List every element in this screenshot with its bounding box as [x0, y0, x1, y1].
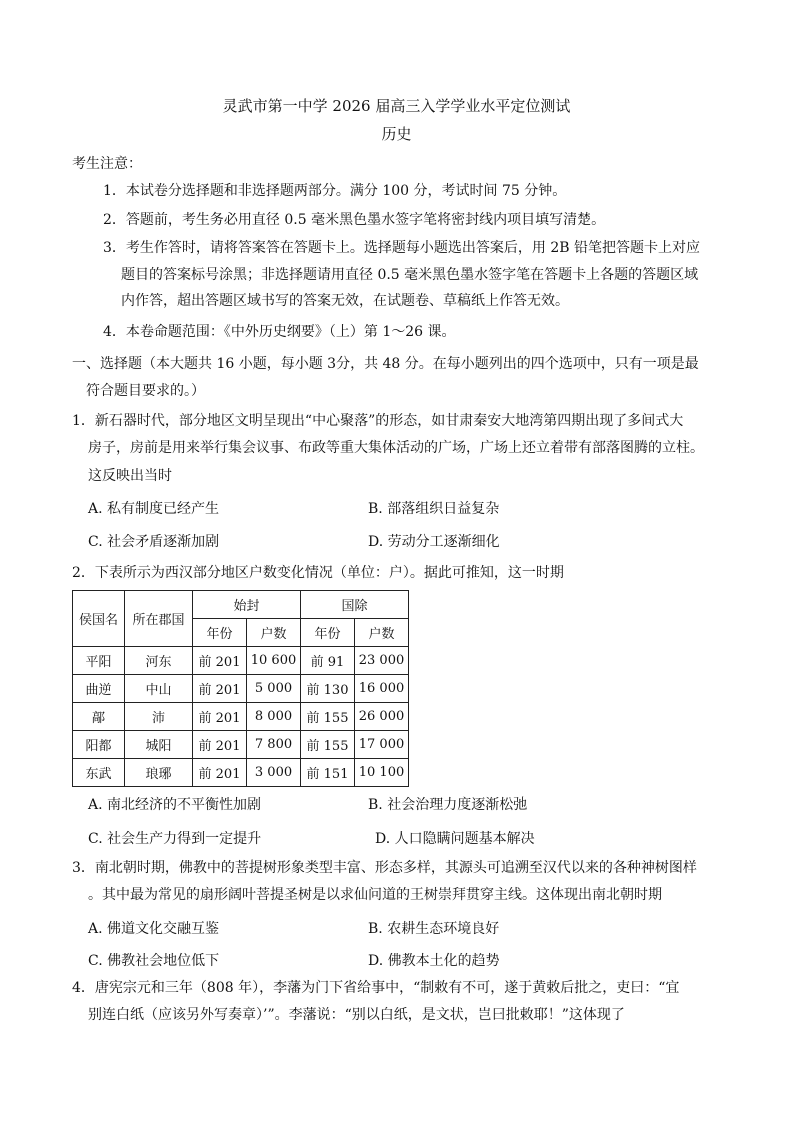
table-row [73, 731, 409, 759]
q1-line-1: 1．新石器时代，部分地区文明呈现出“中心聚落”的形态，如甘肃秦安大地湾第四期出现了多间式大 [72, 413, 684, 429]
exam-title: 灵武市第一中学 2026 届高三入学学业水平定位测试 [222, 97, 571, 115]
subject-title: 历史 [381, 125, 412, 143]
q3-option-c: C. 佛教社会地位低下 [88, 953, 220, 969]
q2-line-1: 2．下表所示为西汉部分地区户数变化情况（单位：户）。据此可推知，这一时期 [72, 565, 564, 581]
section-heading: 一、选择题（本大题共 16 小题，每小题 3分，共 48 分。在每小题列出的四个选项中，只有一项是最 [72, 356, 699, 372]
q2-option-c: C. 社会生产力得到一定提升 [88, 831, 262, 847]
notice-label: 考生注意： [72, 156, 142, 172]
table-cell: 前 201 [193, 647, 247, 675]
table-cell: 东武 [73, 759, 125, 787]
table-subheader-households: 户数 [355, 619, 409, 647]
table-cell: 17 000 [355, 731, 409, 759]
q4-line-2: 别连白纸（应该另外写奏章）’”。李藩说：“别以白纸，是文状，岂曰批敕耶！”这体现了 [88, 1007, 625, 1023]
table-subheader-year: 年份 [193, 619, 247, 647]
table-cell: 城阳 [125, 731, 193, 759]
table-cell: 琅琊 [125, 759, 193, 787]
table-cell: 阳都 [73, 731, 125, 759]
q2-option-b: B. 社会治理力度逐渐松弛 [368, 797, 528, 813]
table-cell: 前 201 [193, 703, 247, 731]
table-cell: 前 155 [301, 731, 355, 759]
q1-option-d: D. 劳动分工逐渐细化 [368, 534, 500, 550]
table-row [73, 703, 409, 731]
table-subheader-year: 年份 [301, 619, 355, 647]
table-cell: 平阳 [73, 647, 125, 675]
table-cell: 26 000 [355, 703, 409, 731]
q1-line-3: 这反映出当时 [88, 468, 172, 484]
q1-option-a: A. 私有制度已经产生 [88, 501, 220, 517]
notice-item-3-cont-1: 题目的答案标号涂黑；非选择题请用直径 0.5 毫米黑色墨水签字笔在答题卡上各题的答题区域 [121, 267, 699, 283]
q3-line-1: 3．南北朝时期，佛教中的菩提树形象类型丰富、形态多样，其源头可追溯至汉代以来的各种神树图样 [72, 860, 697, 876]
table-header-commandery: 所在郡国 [125, 591, 193, 647]
table-header-abolished: 国除 [301, 591, 409, 619]
table-cell: 10 100 [355, 759, 409, 787]
household-table [72, 590, 409, 787]
table-cell: 河东 [125, 647, 193, 675]
table-cell: 前 201 [193, 759, 247, 787]
notice-item-1: 1．本试卷分选择题和非选择题两部分。满分 100 分，考试时间 75 分钟。 [103, 183, 567, 199]
table-cell: 前 201 [193, 675, 247, 703]
q3-line-2: 。其中最为常见的扇形阔叶菩提圣树是以求仙问道的王树崇拜贯穿主线。这体现出南北朝时期 [88, 887, 662, 903]
q2-option-d: D. 人口隐瞒问题基本解决 [375, 831, 535, 847]
table-row [73, 647, 409, 675]
q1-option-b: B. 部落组织日益复杂 [368, 501, 500, 517]
table-cell: 前 155 [301, 703, 355, 731]
table-cell: 8 000 [247, 703, 301, 731]
table-cell: 鄗 [73, 703, 125, 731]
q3-option-a: A. 佛道文化交融互鉴 [88, 921, 220, 937]
q3-option-d: D. 佛教本土化的趋势 [368, 953, 500, 969]
table-cell: 沛 [125, 703, 193, 731]
table-cell: 5 000 [247, 675, 301, 703]
section-heading-cont: 符合题目要求的。） [86, 383, 205, 399]
notice-item-3-cont-2: 内作答，超出答题区域书写的答案无效，在试题卷、草稿纸上作答无效。 [121, 293, 569, 309]
table-row [73, 759, 409, 787]
table-cell: 前 91 [301, 647, 355, 675]
q4-line-1: 4．唐宪宗元和三年（808 年），李藩为门下省给事中，“制敕有不可，遂于黄敕后批之，吏曰：“宜 [72, 980, 680, 996]
table-cell: 前 151 [301, 759, 355, 787]
q2-option-a: A. 南北经济的不平衡性加剧 [88, 797, 262, 813]
table-cell: 中山 [125, 675, 193, 703]
q3-option-b: B. 农耕生态环境良好 [368, 921, 500, 937]
table-cell: 23 000 [355, 647, 409, 675]
table-cell: 10 600 [247, 647, 301, 675]
notice-item-4: 4．本卷命题范围：《中外历史纲要》（上）第 1～26 课。 [103, 324, 456, 340]
q1-option-c: C. 社会矛盾逐渐加剧 [88, 534, 220, 550]
table-header-fief: 侯国名 [73, 591, 125, 647]
table-cell: 前 201 [193, 731, 247, 759]
notice-item-3: 3．考生作答时，请将答案答在答题卡上。选择题每小题选出答案后，用 2B 铅笔把答题卡上对应 [103, 240, 701, 256]
table-subheader-households: 户数 [247, 619, 301, 647]
table-header-initial: 始封 [193, 591, 301, 619]
table-cell: 3 000 [247, 759, 301, 787]
table-cell: 7 800 [247, 731, 301, 759]
table-cell: 16 000 [355, 675, 409, 703]
table-cell: 曲逆 [73, 675, 125, 703]
table-cell: 前 130 [301, 675, 355, 703]
table-row [73, 675, 409, 703]
notice-item-2: 2．答题前，考生务必用直径 0.5 毫米黑色墨水签字笔将密封线内项目填写清楚。 [103, 212, 606, 228]
q1-line-2: 房子，房前是用来举行集会议事、布政等重大集体活动的广场，广场上还立着带有部落图腾的立柱。 [88, 440, 704, 456]
